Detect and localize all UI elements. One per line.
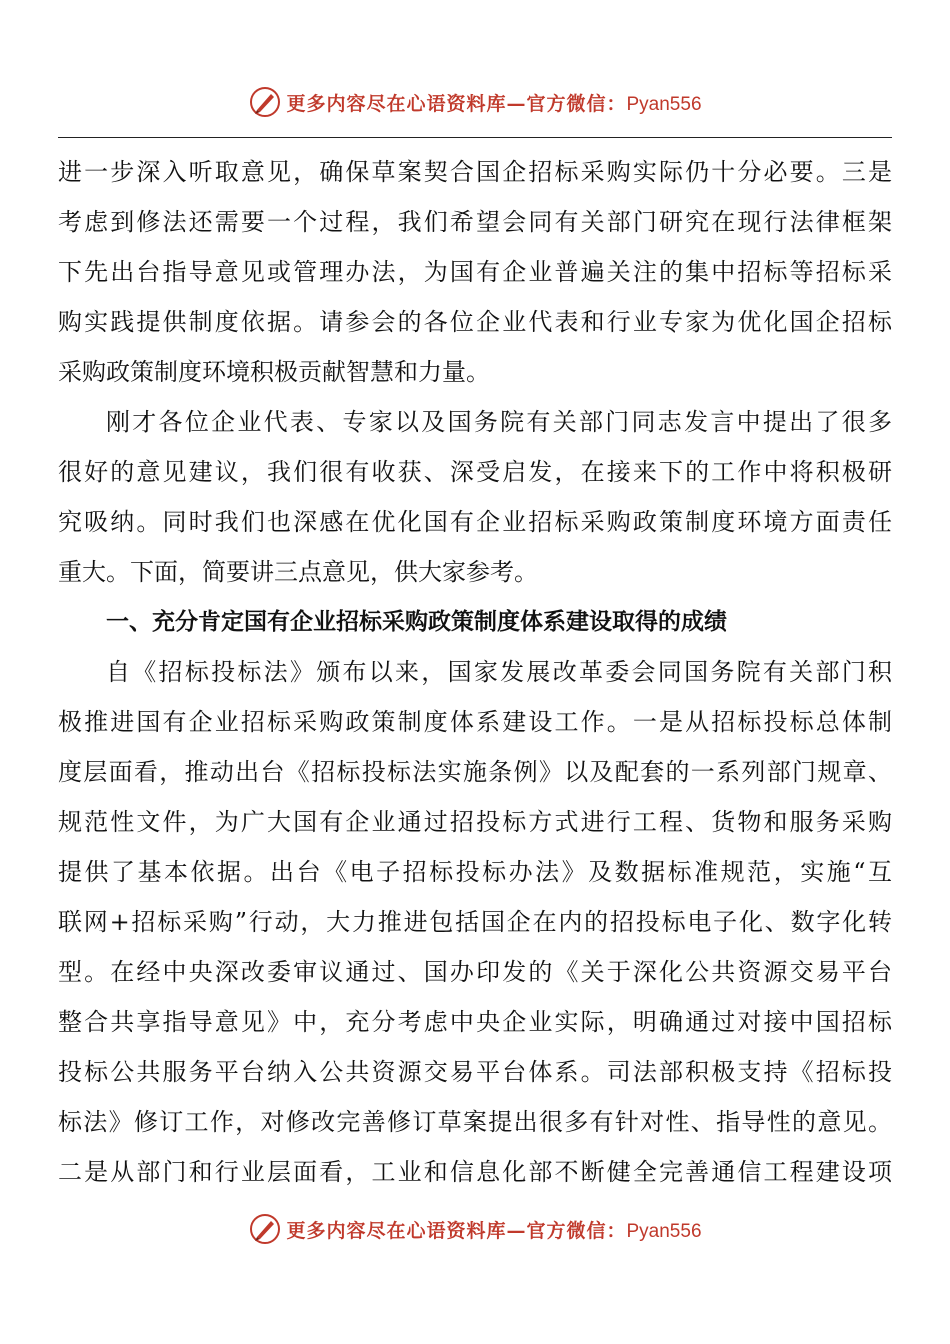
- section-heading: 一、充分肯定国有企业招标采购政策制度体系建设取得的成绩: [106, 609, 727, 635]
- text-line: 重大。下面，简要讲三点意见，供大家参考。: [58, 558, 538, 586]
- text-line: 考虑到修法还需要一个过程，我们希望会同有关部门研究在现行法律框架: [58, 208, 892, 236]
- text-line: 进一步深入听取意见，确保草案契合国企招标采购实际仍十分必要。三是: [58, 158, 892, 186]
- pen-logo-icon: [248, 85, 282, 119]
- text-line: 标法》修订工作，对修改完善修订草案提出很多有针对性、指导性的意见。: [58, 1108, 892, 1136]
- text-line: 二是从部门和行业层面看，工业和信息化部不断健全完善通信工程建设项: [58, 1158, 892, 1186]
- text-line: 型。在经中央深改委审议通过、国办印发的《关于深化公共资源交易平台: [58, 958, 892, 986]
- text-line: 规范性文件，为广大国有企业通过招投标方式进行工程、货物和服务采购: [58, 808, 892, 836]
- footer-watermark-banner: [0, 1209, 950, 1249]
- text-line: 购实践提供制度依据。请参会的各位企业代表和行业专家为优化国企招标: [58, 308, 892, 336]
- text-line: 究吸纳。同时我们也深感在优化国有企业招标采购政策制度环境方面责任: [58, 508, 892, 536]
- header-divider: [58, 137, 892, 138]
- watermark-text: 更多内容尽在心语资料库—官方微信：Pyan556: [286, 92, 702, 115]
- text-line: 度层面看，推动出台《招标投标法实施条例》以及配套的一系列部门规章、: [58, 758, 892, 786]
- text-line: 提供了基本依据。出台《电子招标投标办法》及数据标准规范，实施“互: [58, 858, 892, 886]
- text-line: 整合共享指导意见》中，充分考虑中央企业实际，明确通过对接中国招标: [58, 1008, 892, 1036]
- text-line: 极推进国有企业招标采购政策制度体系建设工作。一是从招标投标总体制: [58, 708, 892, 736]
- header-watermark-banner: [0, 82, 950, 122]
- wechat-id: Pyan556: [626, 1220, 702, 1242]
- pen-logo-icon: [248, 1212, 282, 1246]
- paragraph-first-line: 刚才各位企业代表、专家以及国务院有关部门同志发言中提出了很多: [106, 408, 892, 436]
- paragraph-first-line: 自《招标投标法》颁布以来，国家发展改革委会同国务院有关部门积: [106, 658, 892, 686]
- watermark-text: 更多内容尽在心语资料库—官方微信：Pyan556: [286, 1219, 702, 1242]
- text-line: 投标公共服务平台纳入公共资源交易平台体系。司法部积极支持《招标投: [58, 1058, 892, 1086]
- text-line: 很好的意见建议，我们很有收获、深受启发，在接来下的工作中将积极研: [58, 458, 892, 486]
- text-line: 采购政策制度环境积极贡献智慧和力量。: [58, 358, 490, 386]
- text-line: 联网+招标采购”行动，大力推进包括国企在内的招投标电子化、数字化转: [58, 908, 892, 936]
- document-body: [58, 147, 892, 1197]
- text-line: 下先出台指导意见或管理办法，为国有企业普遍关注的集中招标等招标采: [58, 258, 892, 286]
- wechat-id: Pyan556: [626, 93, 702, 115]
